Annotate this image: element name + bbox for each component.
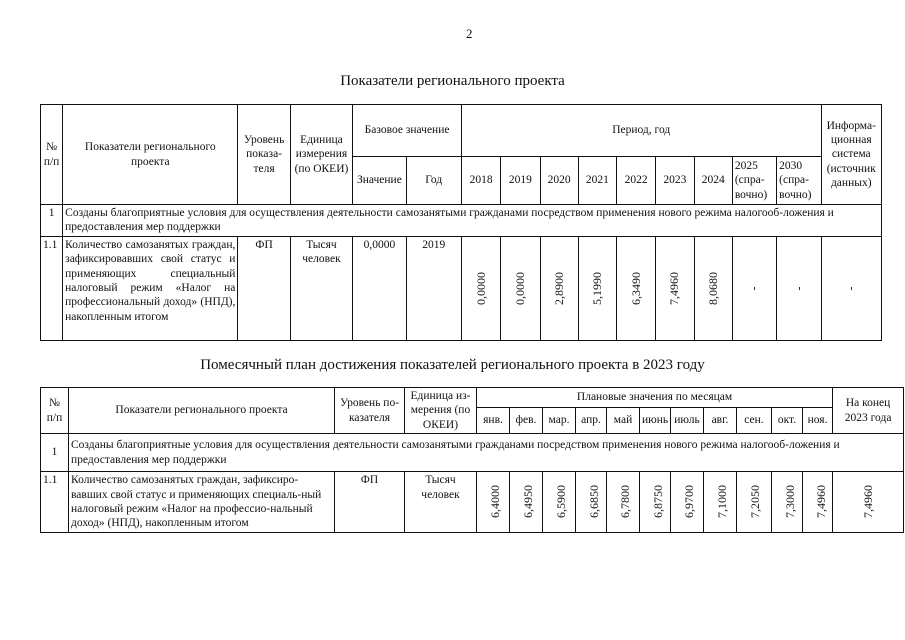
- t1-value-2022: 6,3490: [628, 271, 643, 305]
- t1-value-2023: 7,4960: [667, 271, 682, 305]
- t1-year-2025: 2025 (спра-вочно): [732, 157, 776, 205]
- t1-value-2020: 2,8900: [551, 271, 566, 305]
- t2-header-level: Уровень по-казателя: [335, 388, 405, 434]
- indicators-table: [40, 104, 882, 341]
- table2-title: Помесячный план достижения показателей регионального проекта в 2023 году: [200, 357, 705, 373]
- t2-month-may: май: [607, 408, 640, 434]
- t2-value-apr: 6,6850: [587, 485, 601, 519]
- t1-row-level: ФП: [238, 236, 290, 340]
- t2-value-mar: 6,5900: [554, 485, 568, 519]
- t1-row-num: 1.1: [41, 236, 63, 340]
- page-number: 2: [466, 26, 473, 41]
- t2-value-nov: 7,4960: [814, 485, 828, 519]
- t2-month-oct: окт.: [772, 408, 803, 434]
- t1-year-2020: 2020: [540, 157, 578, 205]
- t1-value-2021: 5,1990: [589, 271, 604, 305]
- t1-value-info: -: [843, 286, 858, 291]
- t2-header-num: № п/п: [41, 388, 69, 434]
- t1-year-2022: 2022: [617, 157, 656, 205]
- t1-year-2024: 2024: [694, 157, 732, 205]
- t2-section-num: 1: [41, 434, 69, 472]
- t1-year-2019: 2019: [501, 157, 540, 205]
- t1-value-2019: 0,0000: [512, 271, 527, 305]
- t2-row-level: ФП: [335, 472, 405, 533]
- t1-row-base-value: 0,0000: [353, 236, 406, 340]
- monthly-plan-table: [40, 387, 904, 533]
- t1-row-indicator: Количество самозанятых граждан, зафиксировавших свой статус и применяющих специальный налоговый режим «Налог на профессиональный доход» (НПД), накопленным итогом: [63, 236, 238, 340]
- t1-header-period: Период, год: [461, 105, 821, 157]
- t1-section-num: 1: [41, 205, 63, 237]
- t2-row-unit: Тысяч человек: [405, 472, 477, 533]
- t2-value-year-end: 7,4960: [860, 485, 875, 519]
- t1-header-base-year: Год: [406, 157, 461, 205]
- t2-month-jul: июль: [671, 408, 704, 434]
- t2-row-indicator: Количество самозанятых граждан, зафиксиро-вавших свой статус и применяющих специаль-ный налоговый режим «Налог на профессио-нальный доход» (НПД), накопленным итогом: [69, 472, 335, 533]
- t2-row-num: 1.1: [41, 472, 69, 533]
- table1-title: Показатели регионального проекта: [340, 73, 565, 89]
- t1-year-2018: 2018: [461, 157, 500, 205]
- t2-value-may: 6,7800: [618, 485, 632, 519]
- t1-header-info: Информа-ционная система (источник данных): [821, 105, 882, 205]
- t2-value-feb: 6,4950: [521, 485, 535, 519]
- t2-value-sep: 7,2050: [748, 485, 762, 519]
- t1-year-2030: 2030 (спра-вочно): [777, 157, 821, 205]
- t1-header-indicator: Показатели регионального проекта: [63, 105, 238, 205]
- t2-value-jan: 6,4000: [488, 485, 502, 519]
- t1-row-base-year: 2019: [406, 236, 461, 340]
- t2-month-apr: апр.: [576, 408, 607, 434]
- t2-month-nov: ноя.: [803, 408, 833, 434]
- t2-section-text: Созданы благоприятные условия для осуществления деятельности самозанятыми гражданами посредством применения нового режима налогооб-ложения и предоставления мер поддержки: [69, 434, 904, 472]
- t2-value-jul: 6,9700: [682, 485, 696, 519]
- t2-value-jun: 6,8750: [651, 485, 665, 519]
- t1-value-2030: -: [791, 286, 806, 291]
- t2-month-sep: сен.: [737, 408, 772, 434]
- t2-header-planned: Плановые значения по месяцам: [477, 388, 833, 408]
- t1-header-base-value: Значение: [353, 157, 406, 205]
- t1-header-unit: Единица измерения (по ОКЕИ): [290, 105, 352, 205]
- t1-row-unit: Тысяч человек: [290, 236, 352, 340]
- t2-month-feb: фев.: [510, 408, 543, 434]
- t2-value-oct: 7,3000: [783, 485, 797, 519]
- t1-year-2023: 2023: [656, 157, 694, 205]
- t2-month-mar: мар.: [543, 408, 576, 434]
- t2-month-aug: авг.: [704, 408, 737, 434]
- t1-year-2021: 2021: [578, 157, 616, 205]
- t2-header-end: На конец 2023 года: [833, 388, 904, 434]
- t2-header-unit: Единица из-мерения (по ОКЕИ): [405, 388, 477, 434]
- t2-month-jun: июнь: [640, 408, 671, 434]
- t1-value-2025: -: [746, 286, 761, 291]
- t1-header-base: Базовое значение: [353, 105, 462, 157]
- t1-value-2024: 8,0680: [705, 271, 720, 305]
- t1-header-num: № п/п: [41, 105, 63, 205]
- t2-month-jan: янв.: [477, 408, 510, 434]
- t1-value-2018: 0,0000: [473, 271, 488, 305]
- t2-header-indicator: Показатели регионального проекта: [69, 388, 335, 434]
- t2-value-aug: 7,1000: [715, 485, 729, 519]
- t1-section-text: Созданы благоприятные условия для осуществления деятельности самозанятыми гражданами посредством применения нового режима налогооб-ложения и предоставления мер поддержки: [63, 205, 882, 237]
- t1-header-level: Уровень показа-теля: [238, 105, 290, 205]
